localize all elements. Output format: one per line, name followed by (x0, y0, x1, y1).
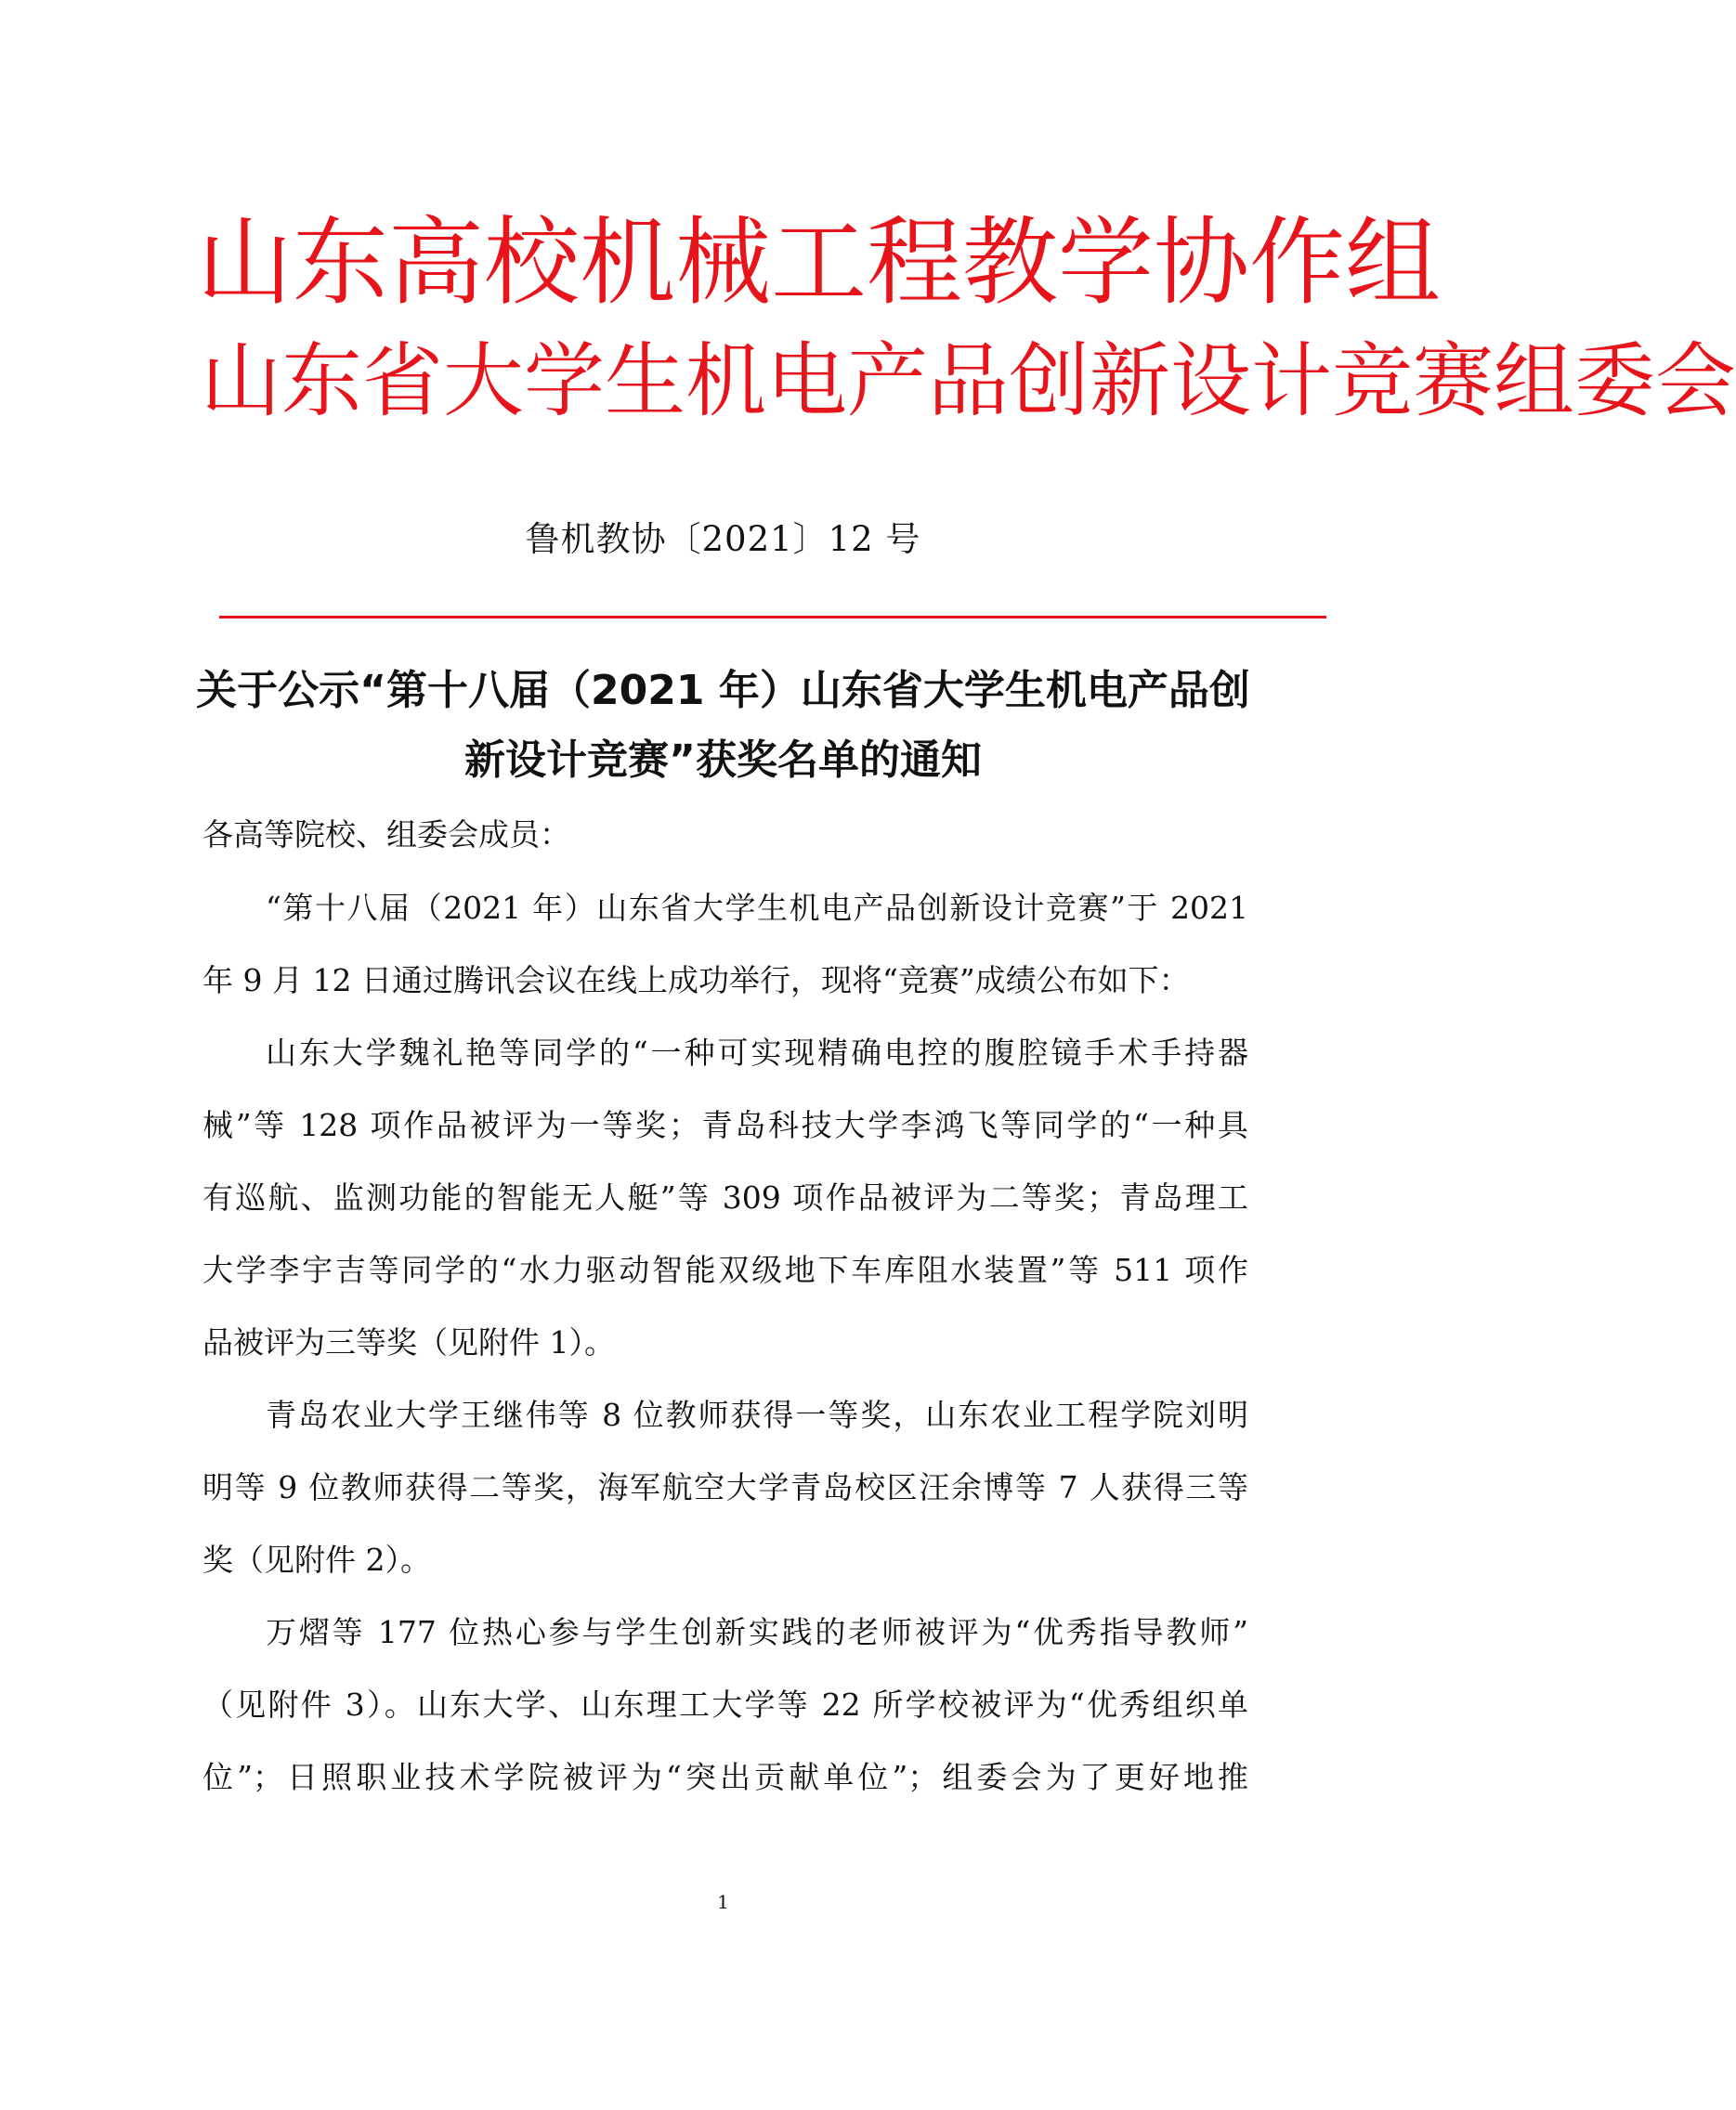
paragraph-2-line: 品被评为三等奖（见附件 1）。 (202, 1324, 615, 1361)
paragraph-2-line: 山东大学魏礼艳等同学的“一种可实现精确电控的腹腔镜手术手持器 (266, 1035, 1248, 1071)
notice-title-line-2: 新设计竞赛”获奖名单的通知 (464, 736, 982, 784)
notice-title-line-1: 关于公示“第十八届（2021 年）山东省大学生机电产品创 (196, 667, 1250, 714)
paragraph-4-line: 万熠等 177 位热心参与学生创新实践的老师被评为“优秀指导教师” (266, 1614, 1248, 1650)
paragraph-4-line: 位”；日照职业技术学院被评为“突出贡献单位”；组委会为了更好地推 (202, 1759, 1248, 1795)
paragraph-1-line: “第十八届（2021 年）山东省大学生机电产品创新设计竞赛”于 2021 (266, 890, 1248, 926)
paragraph-2-line: 械”等 128 项作品被评为一等奖；青岛科技大学李鸿飞等同学的“一种具 (202, 1107, 1248, 1143)
paragraph-3-line: 青岛农业大学王继伟等 8 位教师获得一等奖，山东农业工程学院刘明 (266, 1397, 1248, 1433)
organization-name-secondary: 山东省大学生机电产品创新设计竞赛组委会 (201, 333, 1736, 428)
salutation: 各高等院校、组委会成员： (202, 816, 570, 853)
organization-name-primary: 山东高校机械工程教学协作组 (197, 207, 1441, 319)
document-number: 鲁机教协〔2021〕12 号 (525, 519, 921, 559)
paragraph-4-line: （见附件 3）。山东大学、山东理工大学等 22 所学校被评为“优秀组织单 (202, 1687, 1248, 1723)
paragraph-2-line: 有巡航、监测功能的智能无人艇”等 309 项作品被评为二等奖；青岛理工 (202, 1179, 1248, 1216)
page-number: 1 (717, 1891, 729, 1913)
paragraph-3-line: 奖（见附件 2）。 (202, 1542, 431, 1578)
paragraph-3-line: 明等 9 位教师获得二等奖，海军航空大学青岛校区汪余博等 7 人获得三等 (202, 1469, 1248, 1505)
paragraph-2-line: 大学李宇吉等同学的“水力驱动智能双级地下车库阻水装置”等 511 项作 (202, 1252, 1248, 1288)
paragraph-1-line: 年 9 月 12 日通过腾讯会议在线上成功举行，现将“竞赛”成绩公布如下： (202, 962, 1190, 998)
header-divider (219, 616, 1326, 619)
